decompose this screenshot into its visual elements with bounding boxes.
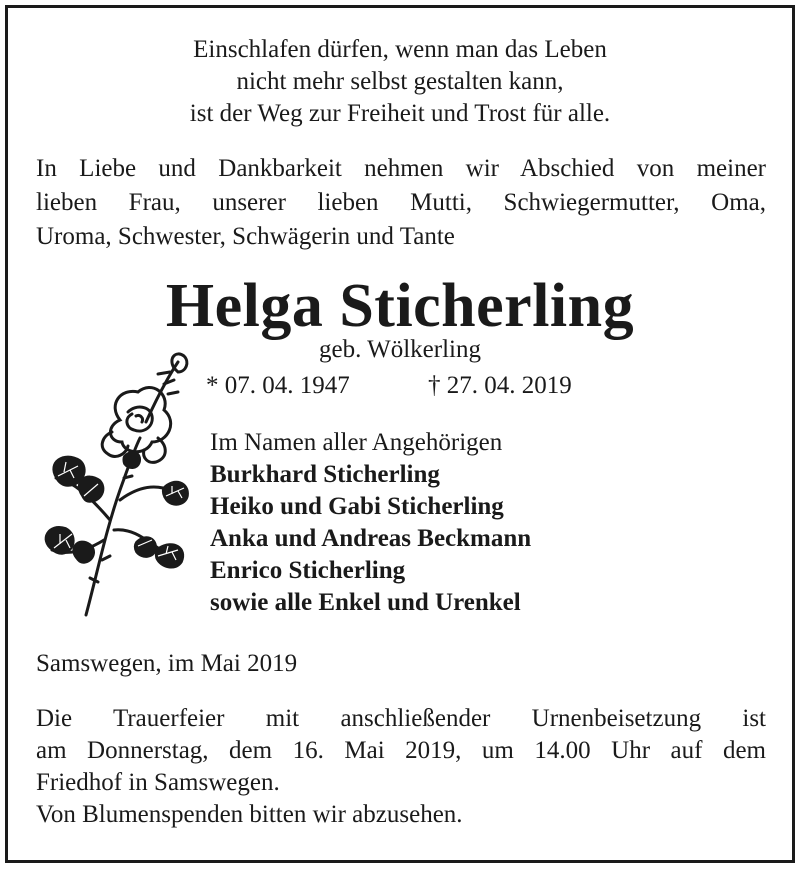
funeral-notice <box>36 703 766 831</box>
motto-line: nicht mehr selbst gestalten kann, <box>236 68 564 95</box>
funeral-line: Von Blumenspenden bitten wir abzusehen. <box>36 801 463 828</box>
intro-line: Uroma, Schwester, Schwägerin und Tante <box>36 223 455 250</box>
death-date: † 27. 04. 2019 <box>428 372 572 399</box>
intro-text <box>36 152 766 254</box>
family-member: sowie alle Enkel und Urenkel <box>210 589 521 616</box>
family-member: Anka und Andreas Beckmann <box>210 525 532 552</box>
birth-date: * 07. 04. 1947 <box>206 372 350 399</box>
funeral-line: am Donnerstag, dem 16. Mai 2019, um 14.00 Uhr auf dem <box>36 737 766 764</box>
family-member: Heiko und Gabi Sticherling <box>210 493 504 520</box>
rose-icon <box>28 350 198 620</box>
funeral-line: Die Trauerfeier mit anschließender Urnenbeisetzung ist <box>36 705 766 732</box>
motto-line: ist der Weg zur Freiheit und Trost für alle. <box>189 100 611 127</box>
place-date: Samswegen, im Mai 2019 <box>36 650 298 677</box>
intro-line: In Liebe und Dankbarkeit nehmen wir Abschied von meiner <box>36 155 766 182</box>
intro-line: lieben Frau, unserer lieben Mutti, Schwiegermutter, Oma, <box>36 189 766 216</box>
family-heading: Im Namen aller Angehörigen <box>210 429 503 456</box>
deceased-name: Helga Sticherling <box>165 272 635 340</box>
motto-verse <box>0 34 800 130</box>
motto-line: Einschlafen dürfen, wenn man das Leben <box>193 36 607 63</box>
family-member: Burkhard Sticherling <box>210 461 440 488</box>
family-member: Enrico Sticherling <box>210 557 406 584</box>
funeral-line: Friedhof in Samswegen. <box>36 769 280 796</box>
family-list <box>210 427 531 619</box>
birth-name: geb. Wölkerling <box>319 336 481 363</box>
